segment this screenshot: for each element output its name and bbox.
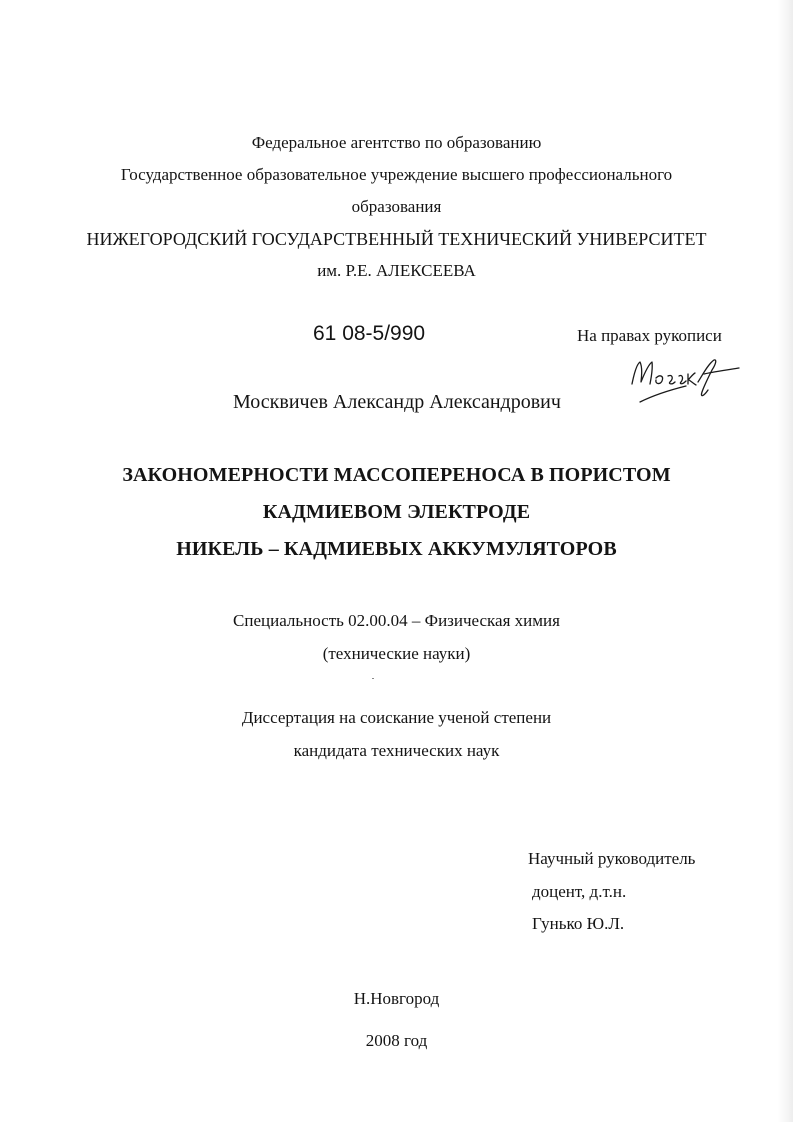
specialty-field: (технические науки) <box>322 644 471 663</box>
degree-line-1: Диссертация на соискание ученой степени <box>241 708 552 727</box>
advisor-rank: доцент, д.т.н. <box>532 882 627 901</box>
institution-line-1: Государственное образовательное учреждение высшего профессионального <box>120 165 673 184</box>
dissertation-title-line-3: НИКЕЛЬ – КАДМИЕВЫХ АККУМУЛЯТОРОВ <box>176 538 617 560</box>
institution-line-2: образования <box>351 197 442 216</box>
inventory-number: 61 08-5/990 <box>313 322 426 345</box>
specialty-line: Специальность 02.00.04 – Физическая химия <box>233 611 560 630</box>
author-name: Москвичев Александр Александрович <box>233 391 561 413</box>
city: Н.Новгород <box>353 989 440 1008</box>
author-signature <box>622 356 742 408</box>
advisor-role: Научный руководитель <box>528 849 696 868</box>
university-name: НИЖЕГОРОДСКИЙ ГОСУДАРСТВЕННЫЙ ТЕХНИЧЕСКИЙ УНИВЕРСИТЕТ <box>86 229 707 249</box>
agency-line: Федеральное агентство по образованию <box>251 133 542 152</box>
degree-line-2: кандидата технических наук <box>293 741 500 760</box>
manuscript-rights-note: На правах рукописи <box>577 326 722 345</box>
university-named-after: им. Р.Е. АЛЕКСЕЕВА <box>317 261 476 280</box>
year: 2008 год <box>365 1031 428 1050</box>
scan-speck <box>372 678 374 679</box>
advisor-name: Гунько Ю.Л. <box>532 914 625 933</box>
dissertation-title-line-1: ЗАКОНОМЕРНОСТИ МАССОПЕРЕНОСА В ПОРИСТОМ <box>122 464 671 486</box>
dissertation-title-line-2: КАДМИЕВОМ ЭЛЕКТРОДЕ <box>262 501 531 523</box>
